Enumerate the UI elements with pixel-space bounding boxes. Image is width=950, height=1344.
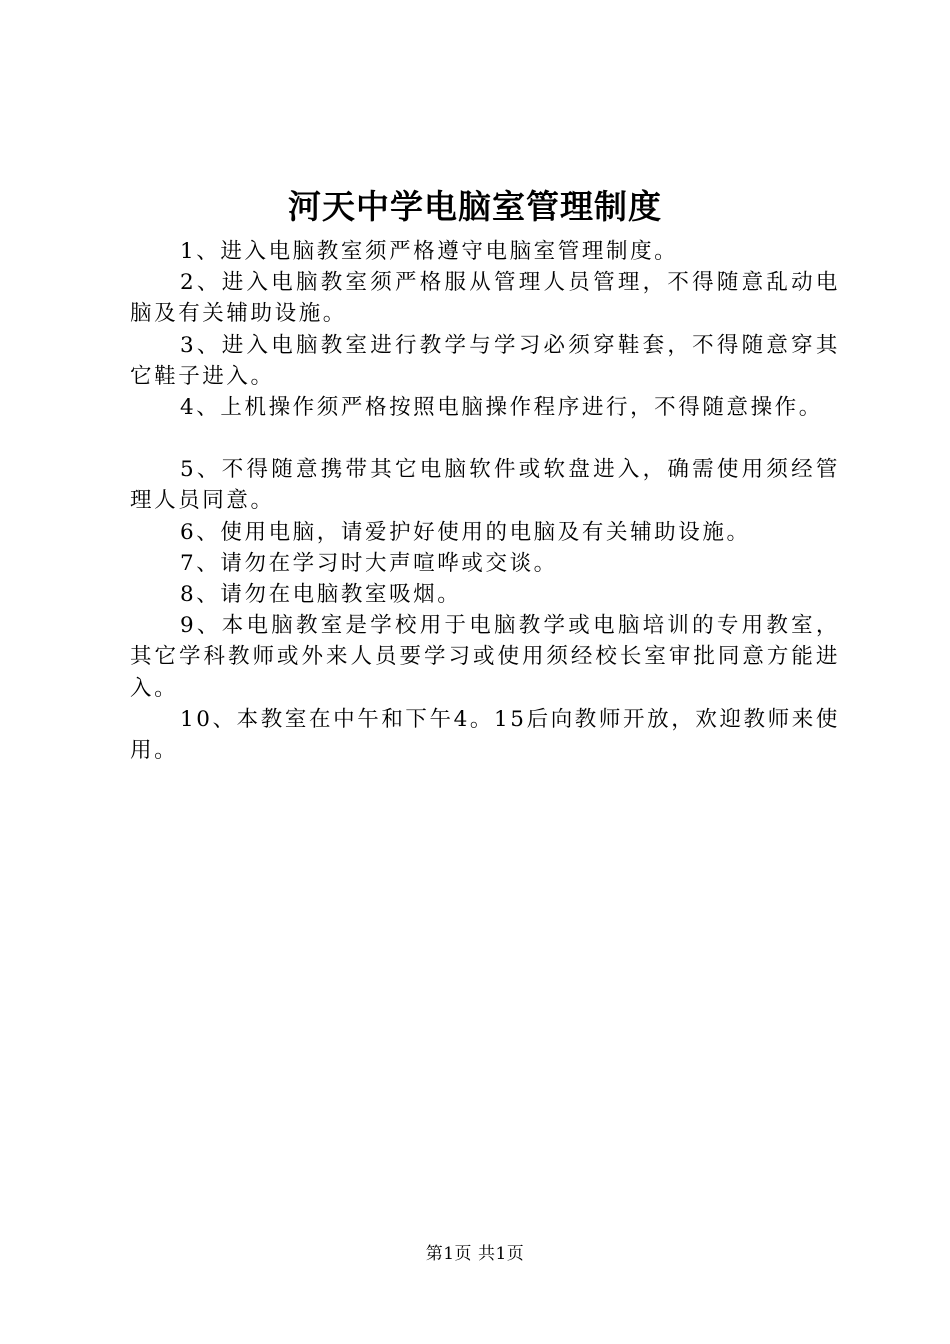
rule-paragraph-5: 5、不得随意携带其它电脑软件或软盘进入，确需使用须经管理人员同意。 xyxy=(130,457,840,514)
page-footer: 第1页 共1页 xyxy=(425,1244,525,1264)
rule-paragraph-9: 9、本电脑教室是学校用于电脑教学或电脑培训的专用教室，其它学科教师或外来人员要学习或使用须经校长室审批同意方能进入。 xyxy=(130,613,840,701)
rule-paragraph-10: 10、本教室在中午和下午4。15后向教师开放，欢迎教师来使用。 xyxy=(130,706,840,764)
rule-paragraph-6: 6、使用电脑，请爱护好使用的电脑及有关辅助设施。 xyxy=(180,519,751,545)
rule-paragraph-2: 2、进入电脑教室须严格服从管理人员管理，不得随意乱动电脑及有关辅助设施。 xyxy=(130,270,840,327)
rule-paragraph-3: 3、进入电脑教室进行教学与学习必须穿鞋套，不得随意穿其它鞋子进入。 xyxy=(130,332,840,389)
rule-paragraph-7: 7、请勿在学习时大声喧哗或交谈。 xyxy=(180,550,558,576)
rule-paragraph-1: 1、进入电脑教室须严格遵守电脑室管理制度。 xyxy=(180,239,679,264)
rule-paragraph-8: 8、请勿在电脑教室吸烟。 xyxy=(180,582,462,608)
rule-paragraph-4: 4、上机操作须严格按照电脑操作程序进行，不得随意操作。 xyxy=(180,395,823,421)
document-title: 河天中学电脑室管理制度 xyxy=(288,187,662,226)
document-body xyxy=(130,236,840,766)
